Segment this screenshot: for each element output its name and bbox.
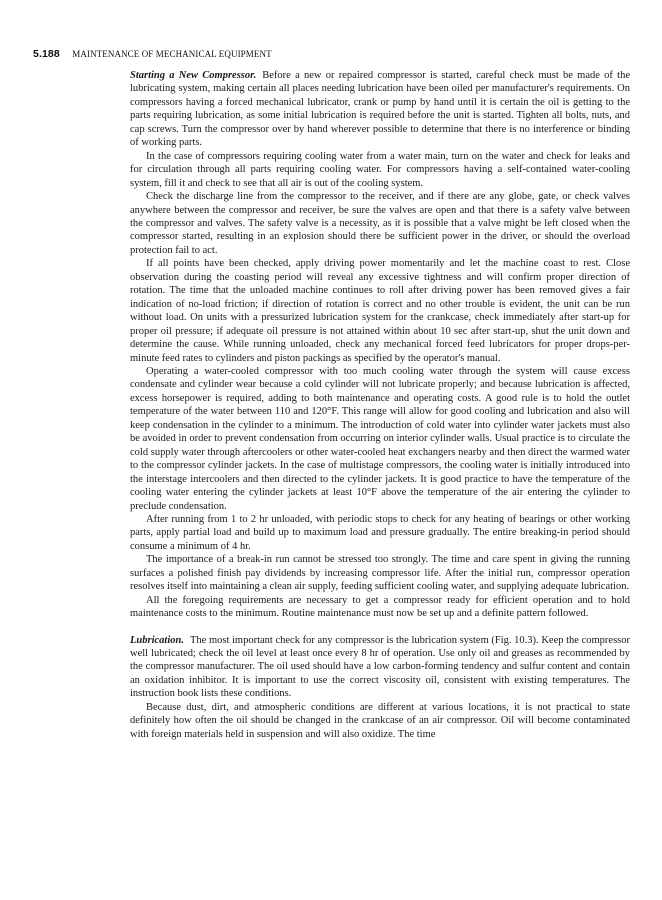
paragraph: All the foregoing requirements are necessary to get a compressor ready for efficient operation and to hold maintenance costs to the minimum. Routine maintenance must now be set up and a definite pattern followed. bbox=[130, 594, 630, 620]
paragraph bbox=[130, 69, 630, 150]
paragraph-text: Before a new or repaired compressor is started, careful check must be made of the lubricating system, making certain all places needing lubrication have been oiled per manufacturer's requirements. On compressors having a forced mechanical lubricator, crank or pump by hand until it is certain the oil is getting to the parts requiring lubrication, as some initial lubrication is required before the unit is started. Tighten all bolts, nuts, and cap screws. Turn the compressor over by hand wherever possible to determine that there is no interference or binding of working parts. bbox=[130, 70, 630, 149]
body-text bbox=[130, 69, 630, 741]
section-heading: Lubrication. bbox=[130, 634, 184, 646]
paragraph: In the case of compressors requiring cooling water from a water main, turn on the water and check for leaks and for circulation through all parts requiring cooling water. For compressors having a self-contained water-cooling system, fill it and check to see that all air is out of the cooling system. bbox=[130, 150, 630, 189]
paragraph bbox=[130, 634, 630, 701]
page-header bbox=[33, 48, 272, 60]
paragraph: If all points have been checked, apply driving power momentarily and let the machine coast to rest. Close observation during the coasting period will reveal any excessive tightness and will confirm proper direction of rotation. The time that the unloaded machine continues to roll after driving power has been removed gives a fair indication of no-load friction; if direction of rotation is correct and no other trouble is evident, the unit can be run without load. On units with a pressurized lubrication system for the crankcase, check immediately after start-up for proper oil pressure; if adequate oil pressure is not attained within about 10 sec after start-up, shut the unit down and determine the cause. While running unloaded, check any mechanical forced feed lubricators for proper drops-per-minute feed rates to cylinders and piston packings as specified by the operator's manual. bbox=[130, 258, 630, 364]
paragraph: Because dust, dirt, and atmospheric conditions are different at various locations, it is not practical to state definitely how often the oil should be changed in the crankcase of an air compressor. Oil will become contaminated with foreign materials held in suspension and will also oxidize. The time bbox=[130, 701, 630, 740]
paragraph-text: The most important check for any compressor is the lubrication system (Fig. 10.3). Keep the compressor well lubricated; check the oil level at least once every 8 hr of operation. Use only oil and greases as recommended by the compressor manufacturer. The oil used should have a low carbon-forming tendency and sulfur content and contain an oxidation inhibitor. It is important to use the correct viscosity oil, consistent with existing temperatures. The instruction book lists these conditions. bbox=[130, 634, 630, 700]
section-heading: Starting a New Compressor. bbox=[130, 70, 257, 81]
running-title: MAINTENANCE OF MECHANICAL EQUIPMENT bbox=[72, 49, 272, 59]
paragraph: The importance of a break-in run cannot be stressed too strongly. The time and care spent in giving the running surfaces a polished finish pay dividends by increasing compressor life. After the initial run, compressor operation resolves itself into maintaining a clean air supply, feeding sufficient cooling water, and supplying adequate lubrication. bbox=[130, 554, 630, 593]
paragraph: Operating a water-cooled compressor with too much cooling water through the system will cause excess condensate and cylinder wear because a cold cylinder will not lubricate properly; and because lubrication is affected, excess horsepower is required, adding to both maintenance and operating costs. A good rule is to hold the outlet temperature of the water between 110 and 120°F. This range will allow for good cooling and lubrication and also will keep condensation in the cylinder to a minimum. The introduction of cold water into cylinder water jackets must also be avoided in order to prevent condensation from occurring on interior cylinder walls. Usual practice is to circulate the cold supply water through aftercoolers or other water-cooled heat exchangers nearby and then direct the warmed water to the compressor cylinder jackets. In the case of multistage compressors, the cooling water is initially introduced into the interstage intercoolers and then directed to the cylinder jackets. It is good practice to have the temperature of the cooling water entering the cylinder jackets at least 10°F above the temperature of the air entering the cylinder to preclude condensation. bbox=[130, 365, 630, 512]
paragraph: Check the discharge line from the compressor to the receiver, and if there are any globe, gate, or check valves anywhere between the compressor and receiver, be sure the valves are open and that there is a safety valve between the compressor and valves. The safety valve is a necessity, as it is possible that a valve might be left closed when the compressor started, resulting in an explosion should there be sufficient power in the driver, or should the overload protection fail to act. bbox=[130, 191, 630, 256]
section-starting-compressor bbox=[130, 69, 630, 621]
paragraph: After running from 1 to 2 hr unloaded, with periodic stops to check for any heating of bearings or other working parts, apply partial load and build up to maximum load and pressure gradually. The entire breaking-in period should consume a minimum of 4 hr. bbox=[130, 513, 630, 552]
page-number: 5.188 bbox=[33, 48, 60, 60]
section-lubrication bbox=[130, 634, 630, 742]
